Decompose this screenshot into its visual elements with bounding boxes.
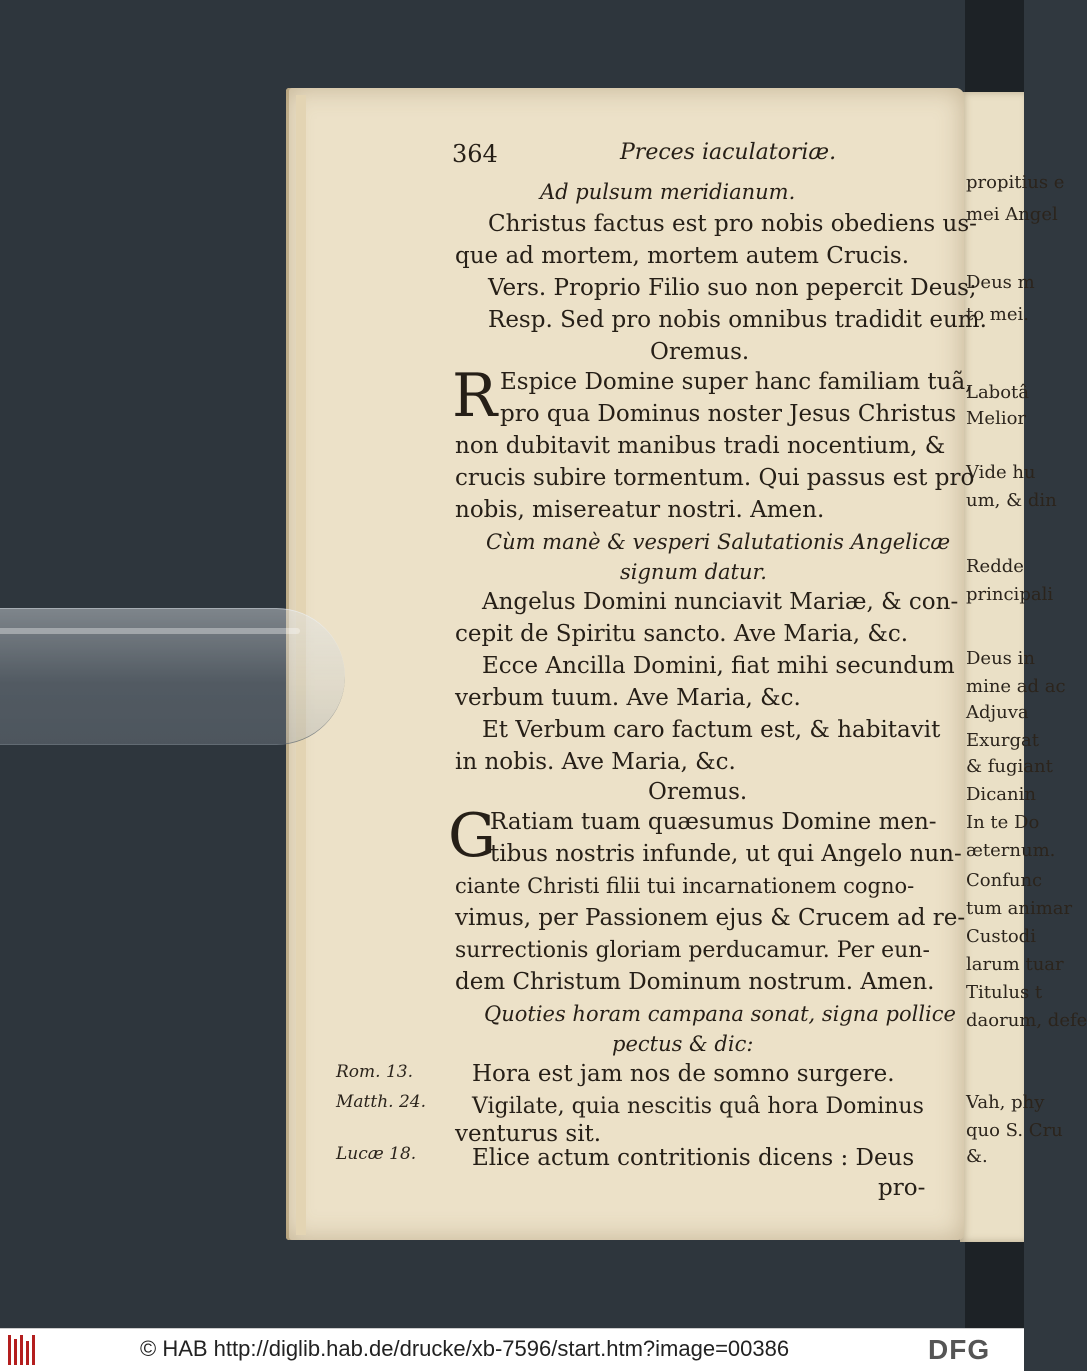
rubric-line: Quoties horam campana sonat, signa pollice: [484, 1002, 956, 1026]
next-page-fragment: Titulus t: [966, 982, 1043, 1003]
text-line: tibus nostris infunde, ut qui Angelo nun-: [490, 841, 962, 867]
oremus-heading: Oremus.: [650, 339, 750, 365]
next-page-fragment: Redde: [966, 556, 1024, 577]
next-page-fragment: &.: [966, 1146, 988, 1167]
text-line: Resp. Sed pro nobis omnibus tradidit eum.: [488, 307, 987, 333]
next-page-fragment: principali: [966, 584, 1054, 605]
text-line: Christus factus est pro nobis obediens us-: [488, 211, 977, 237]
next-page-fragment: æternum.: [966, 840, 1056, 861]
text-line: cepit de Spiritu sancto. Ave Maria, &c.: [455, 621, 909, 647]
text-line: Ecce Ancilla Domini, fiat mihi secundum: [482, 653, 955, 679]
margin-note: Rom. 13.: [336, 1062, 413, 1082]
next-page-fragment: Vide hu: [966, 462, 1036, 483]
next-page-fragment: Dicanin: [966, 784, 1036, 805]
next-page-fragment: to mei.: [966, 304, 1029, 325]
section-heading: Ad pulsum meridianum.: [540, 180, 796, 204]
next-page-fragment: In te Do: [966, 812, 1040, 833]
next-page-fragment: Custodi: [966, 926, 1036, 947]
next-page-fragment: Melior: [966, 408, 1027, 429]
next-page-fragment: Exurgat: [966, 730, 1039, 751]
text-line: venturus sit.: [455, 1121, 602, 1147]
next-page-fragment: Vah, phy: [966, 1092, 1045, 1113]
catchword: pro-: [878, 1175, 926, 1201]
text-line: in nobis. Ave Maria, &c.: [455, 749, 736, 775]
next-page-edge: [960, 92, 1087, 1242]
next-page-fragment: mei Angel: [966, 204, 1058, 225]
next-page-fragment: Deus m: [966, 272, 1035, 293]
footer-bar: [0, 1328, 1024, 1371]
text-line: Elice actum contritionis dicens : Deus: [472, 1145, 915, 1171]
rubric-line: pectus & dic:: [612, 1032, 754, 1056]
text-line: pro qua Dominus noster Jesus Christus: [500, 401, 957, 427]
text-line: Angelus Domini nunciavit Mariæ, & con-: [482, 589, 959, 615]
text-line: Hora est jam nos de somno surgere.: [472, 1061, 895, 1087]
text-line: Et Verbum caro factum est, & habitavit: [482, 717, 941, 743]
copyright-link[interactable]: © HAB http://diglib.hab.de/drucke/xb-7596/start.htm?image=00386: [140, 1336, 790, 1361]
next-page-fragment: daorum, defe: [966, 1010, 1087, 1031]
text-line: que ad mortem, mortem autem Crucis.: [455, 243, 910, 269]
rubric-line: signum datur.: [620, 560, 767, 584]
drop-cap: G: [448, 801, 496, 871]
margin-note: Lucæ 18.: [336, 1144, 417, 1164]
text-line: Espice Domine super hanc familiam tuã,: [500, 369, 973, 395]
text-line: verbum tuum. Ave Maria, &c.: [455, 685, 801, 711]
text-line: vimus, per Passionem ejus & Crucem ad re-: [455, 905, 966, 931]
text-line: surrectionis gloriam perducamur. Per eun-: [455, 938, 930, 963]
next-page-fragment: quo S. Cru: [966, 1120, 1063, 1141]
text-line: ciante Christi filii tui incarnationem cogno-: [455, 874, 915, 898]
hab-logo-icon: [6, 1333, 40, 1367]
next-page-fragment: tum animar: [966, 898, 1073, 919]
margin-note: Matth. 24.: [336, 1092, 426, 1112]
page-number: 364: [452, 140, 498, 168]
next-page-fragment: mine ad ac: [966, 676, 1066, 697]
text-line: non dubitavit manibus tradi nocentium, &: [455, 433, 946, 459]
drop-cap: R: [452, 361, 498, 431]
running-head: Preces iaculatoriæ.: [620, 140, 837, 165]
next-page-fragment: & fugiant: [966, 756, 1053, 777]
next-page-fragment: Deus in: [966, 648, 1035, 669]
text-line: crucis subire tormentum. Qui passus est pro: [455, 465, 975, 491]
oremus-heading: Oremus.: [648, 779, 748, 805]
text-line: Vers. Proprio Filio suo non pepercit Deus;: [488, 275, 977, 301]
next-page-fragment: propitius e: [966, 172, 1065, 193]
next-page-fragment: Adjuva: [966, 702, 1029, 723]
text-line: Vigilate, quia nescitis quâ hora Dominus: [472, 1094, 924, 1119]
rubric-line: Cùm manè & vesperi Salutationis Angelicæ: [486, 530, 951, 554]
next-page-fragment: um, & din: [966, 490, 1057, 511]
next-page-fragment: Labotâ: [966, 382, 1030, 403]
dfg-logo: DFG: [928, 1334, 991, 1365]
next-page-fragment: Confunc: [966, 870, 1043, 891]
next-page-fragment: larum tuar: [966, 954, 1064, 975]
text-line: nobis, misereatur nostri. Amen.: [455, 497, 825, 523]
page-clip-highlight: [0, 628, 300, 634]
text-line: dem Christum Dominum nostrum. Amen.: [455, 969, 935, 995]
text-line: Ratiam tuam quæsumus Domine men-: [490, 809, 937, 835]
